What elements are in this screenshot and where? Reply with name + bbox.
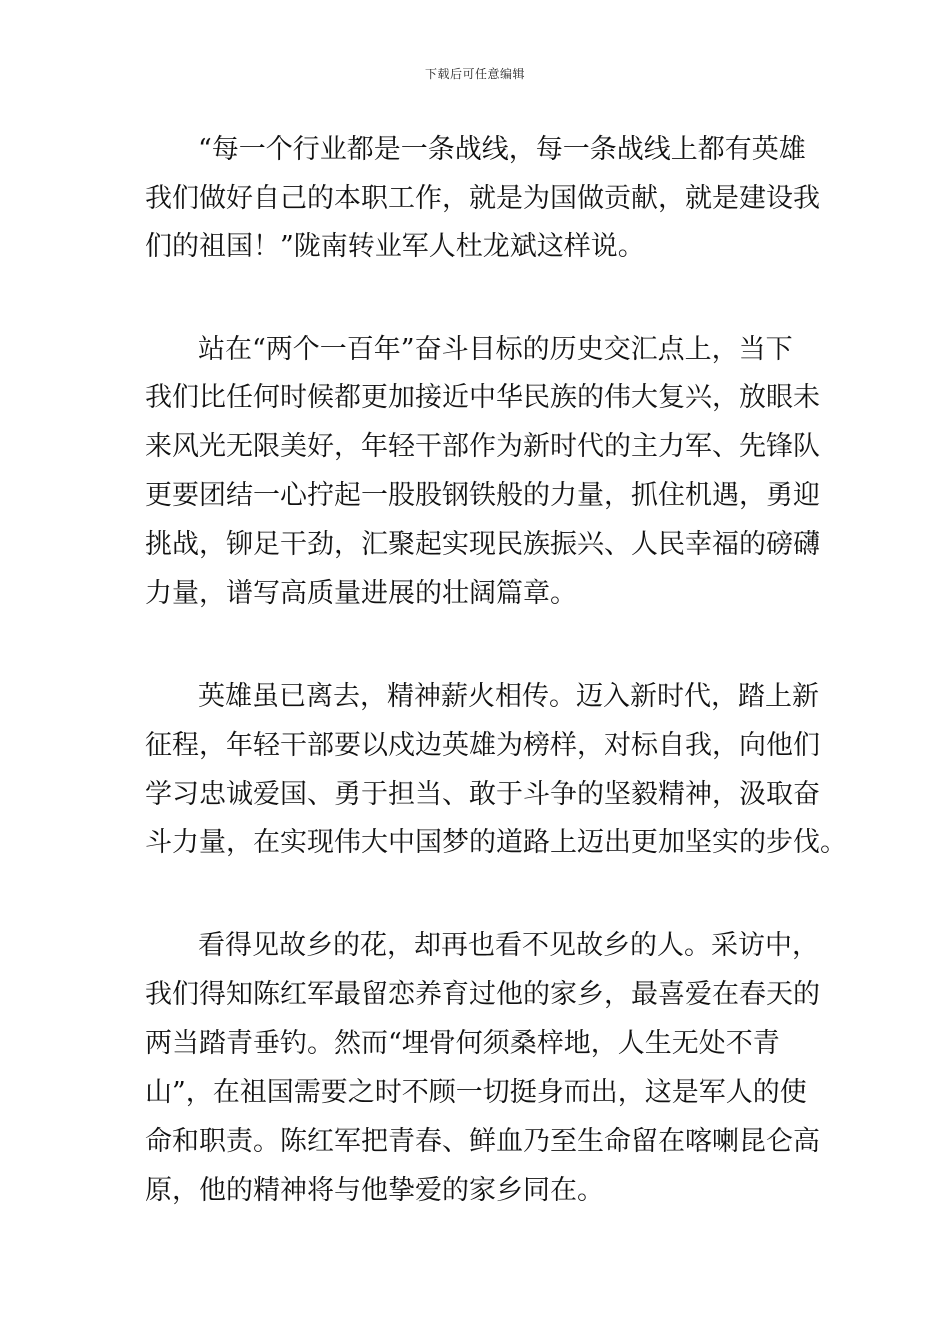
- paragraph-1-line-1: “每一个行业都是一条战线，每一条战线上都有英雄: [198, 134, 806, 165]
- paragraph-4-line-1: 看得见故乡的花，却再也看不见故乡的人。采访中，: [198, 930, 819, 961]
- paragraph-2-line-4: 更要团结一心拧起一股股钢铁般的力量，抓住机遇，勇迎: [145, 480, 820, 511]
- paragraph-3-line-2: 征程，年轻干部要以戍边英雄为榜样，对标自我，向他们: [145, 730, 820, 761]
- paragraph-4-line-6: 原，他的精神将与他挚爱的家乡同在。: [145, 1175, 604, 1206]
- paragraph-4-line-5: 命和职责。陈红军把青春、鲜血乃至生命留在喀喇昆仑高: [145, 1126, 820, 1157]
- paragraph-2-line-6: 力量，谱写高质量进展的壮阔篇章。: [145, 578, 577, 609]
- paragraph-3-line-3: 学习忠诚爱国、勇于担当、敢于斗争的坚毅精神，汲取奋: [145, 779, 820, 810]
- paragraph-1-line-2: 我们做好自己的本职工作，就是为国做贡献，就是建设我: [145, 183, 820, 214]
- paragraph-4-line-3: 两当踏青垂钓。然而“埋骨何须桑梓地，人生无处不青: [145, 1028, 780, 1059]
- paragraph-4-line-4: 山”，在祖国需要之时不顾一切挺身而出，这是军人的使: [145, 1077, 807, 1108]
- paragraph-3-line-1: 英雄虽已离去，精神薪火相传。迈入新时代，踏上新: [198, 681, 819, 712]
- paragraph-2-line-3: 来风光无限美好，年轻干部作为新时代的主力军、先锋队: [145, 431, 820, 462]
- paragraph-2-line-2: 我们比任何时候都更加接近中华民族的伟大复兴，放眼未: [145, 382, 820, 413]
- paragraph-1-line-3: 们的祖国！”陇南转业军人杜龙斌这样说。: [145, 231, 645, 262]
- paragraph-2-line-1: 站在“两个一百年”奋斗目标的历史交汇点上，当下: [198, 334, 793, 365]
- paragraph-2-line-5: 挑战，铆足干劲，汇聚起实现民族振兴、人民幸福的磅礴: [145, 529, 820, 560]
- paragraph-3-line-4: 斗力量，在实现伟大中国梦的道路上迈出更加坚实的步伐。: [145, 827, 847, 858]
- paragraph-4-line-2: 我们得知陈红军最留恋养育过他的家乡，最喜爱在春天的: [145, 979, 820, 1010]
- page-header-note: 下载后可任意编辑: [424, 67, 525, 81]
